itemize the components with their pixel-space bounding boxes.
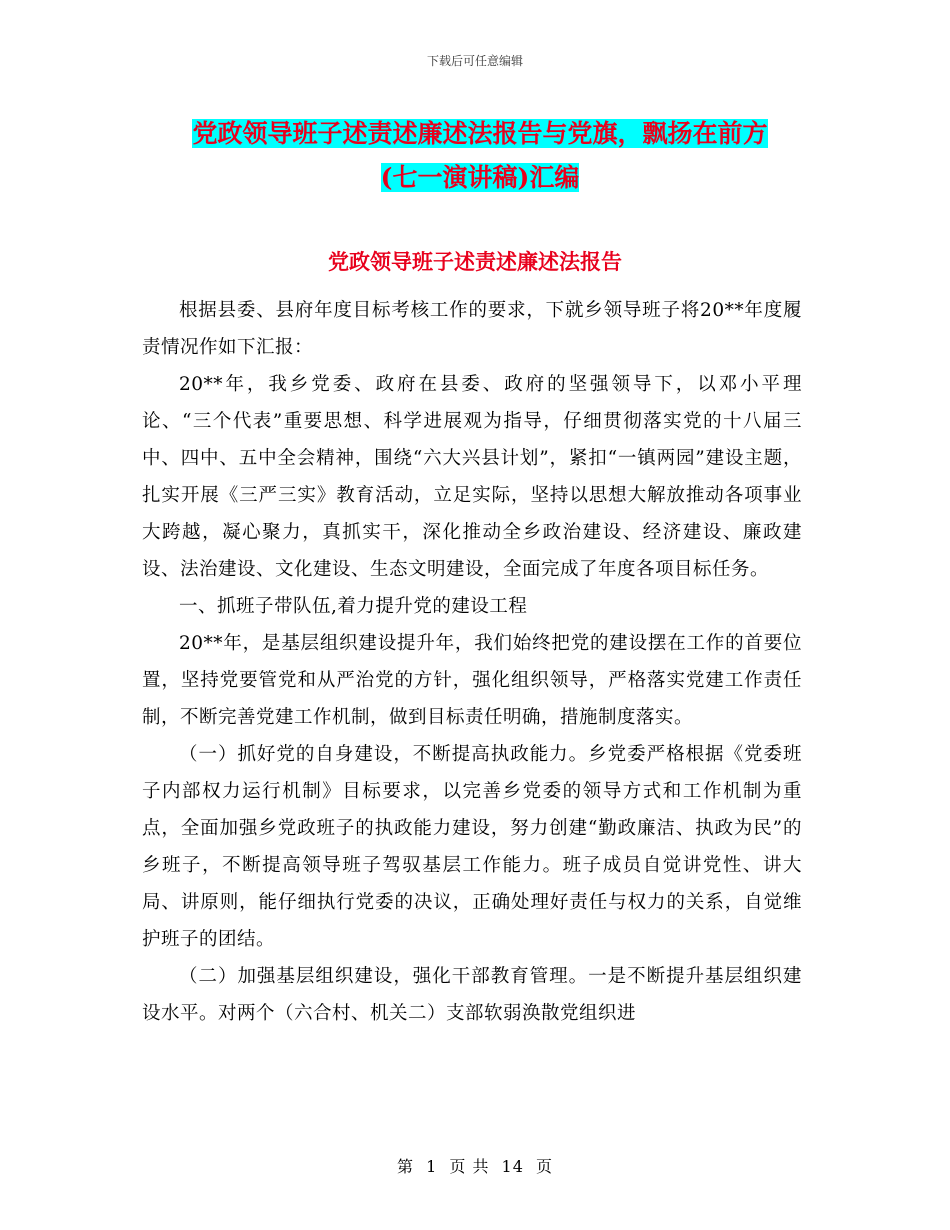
main-title-line1: 党政领导班子述责述廉述法报告与党旗，飘扬在前方 xyxy=(192,119,768,148)
main-title-line2: (七一演讲稿)汇编 xyxy=(380,163,580,192)
body-text xyxy=(142,292,802,1032)
main-title xyxy=(140,112,820,200)
page-number-footer xyxy=(0,1154,950,1177)
footer-middle: 页 共 xyxy=(449,1157,490,1176)
paragraph: 根据县委、县府年度目标考核工作的要求，下就乡领导班子将20**年度履责情况作如下汇报： xyxy=(142,300,802,358)
paragraph: 20**年，是基层组织建设提升年，我们始终把党的建设摆在工作的首要位置，坚持党要管党和从严治党的方针，强化组织领导，严格落实党建工作责任制，不断完善党建工作机制，做到目标责任明确，措施制度落实。 xyxy=(142,633,802,728)
paragraph: 一、抓班子带队伍,着力提升党的建设工程 xyxy=(179,596,528,617)
footer-total-pages: 14 xyxy=(501,1157,524,1176)
header-note: 下载后可任意编辑 xyxy=(426,54,523,68)
footer-suffix: 页 xyxy=(536,1157,554,1176)
section-title: 党政领导班子述责述廉述法报告 xyxy=(328,249,622,274)
paragraph: （一）抓好党的自身建设，不断提高执政能力。乡党委严格根据《党委班子内部权力运行机制》目标要求，以完善乡党委的领导方式和工作机制为重点，全面加强乡党政班子的执政能力建设，努力创建“勤政廉洁、执政为民”的乡班子，不断提高领导班子驾驭基层工作能力。班子成员自觉讲党性、讲大局、讲原则，能仔细执行党委的决议，正确处理好责任与权力的关系，自觉维护班子的团结。 xyxy=(142,744,802,950)
paragraph: （二）加强基层组织建设，强化干部教育管理。一是不断提升基层组织建设水平。对两个（六合村、机关二）支部软弱涣散党组织进 xyxy=(142,966,802,1024)
footer-prefix: 第 xyxy=(396,1157,414,1176)
footer-current-page: 1 xyxy=(426,1157,438,1176)
paragraph: 20**年，我乡党委、政府在县委、政府的坚强领导下，以邓小平理论、“三个代表”重要思想、科学进展观为指导，仔细贯彻落实党的十八届三中、四中、五中全会精神，围绕“六大兴县计划”，紧扣“一镇两园”建设主题，扎实开展《三严三实》教育活动，立足实际，坚持以思想大解放推动各项事业大跨越，凝心聚力，真抓实干，深化推动全乡政治建设、经济建设、廉政建设、法治建设、文化建设、生态文明建设，全面完成了年度各项目标任务。 xyxy=(142,374,802,580)
